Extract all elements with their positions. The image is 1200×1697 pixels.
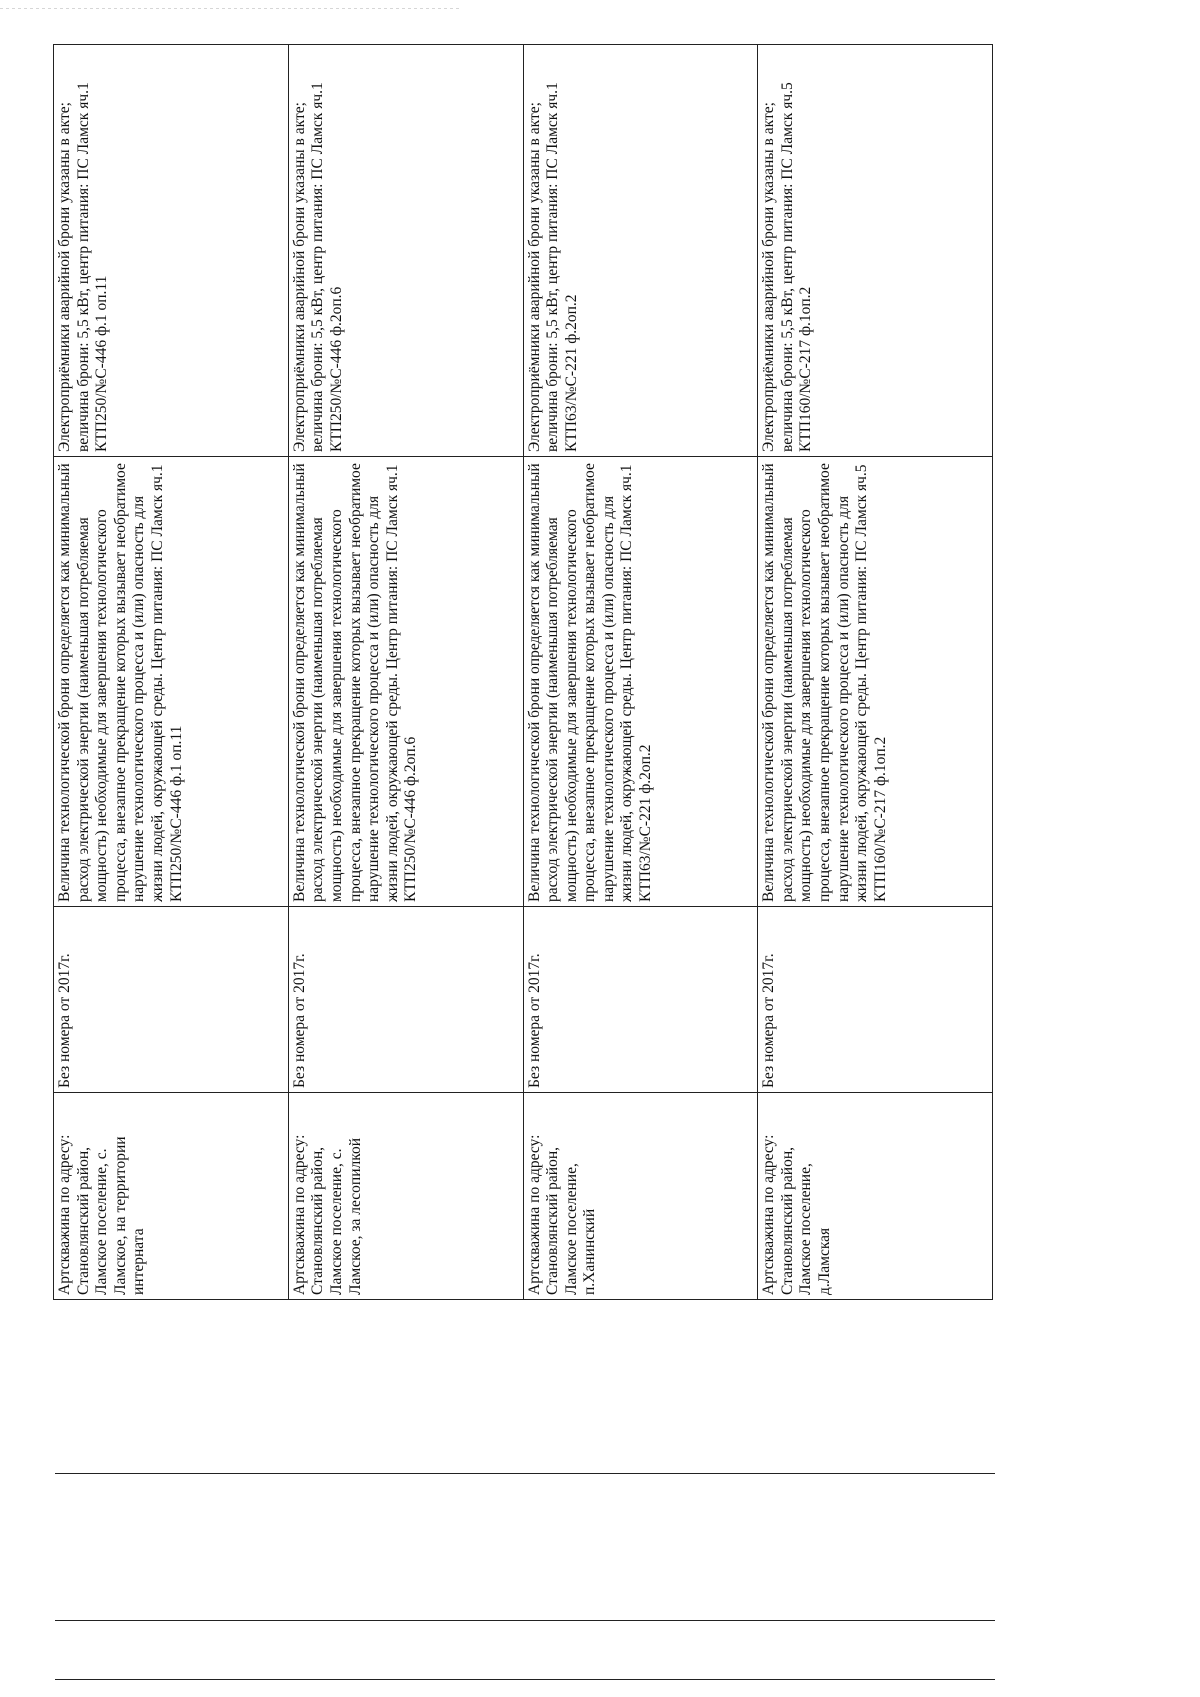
scan-artifact-line (0, 8, 460, 9)
table-row (288, 45, 523, 1300)
cell-address: Артскважина по адресу: Становлянский район, Ламское поселение, с. Ламское, за лесопилкой (288, 1093, 523, 1300)
cell-act: Без номера от 2017г. (758, 907, 993, 1093)
horizontal-rule (55, 1679, 995, 1680)
cell-emergency-reserve: Электроприёмники аварийной брони указаны в акте; величина брони: 5,5 кВт, центр питания: ПС Ламск яч.1 КТП250/№С-446 ф.2оп.6 (288, 45, 523, 457)
cell-act: Без номера от 2017г. (288, 907, 523, 1093)
horizontal-rule (55, 1620, 995, 1621)
cell-emergency-reserve: Электроприёмники аварийной брони указаны в акте; величина брони: 5,5 кВт, центр питания: ПС Ламск яч.1 КТП63/№С-221 ф.2оп.2 (523, 45, 758, 457)
reservation-table (53, 44, 993, 1300)
cell-tech-reserve: Величина технологической брони определяется как минимальный расход электрической энергии (наименьшая потребляемая мощность) необходимые для завершения технологического процесса, внезапное прекращение которых вызывает необратимое нарушение технологического процесса и (или) опасность для жизни людей, окружающей среды. Центр питания: ПС Ламск яч.1 КТП63/№С-221 ф.2оп.2 (523, 457, 758, 907)
table-row (758, 45, 993, 1300)
cell-act: Без номера от 2017г. (54, 907, 289, 1093)
horizontal-rule (55, 1473, 995, 1474)
cell-tech-reserve: Величина технологической брони определяется как минимальный расход электрической энергии (наименьшая потребляемая мощность) необходимые для завершения технологического процесса, внезапное прекращение которых вызывает необратимое нарушение технологического процесса и (или) опасность для жизни людей, окружающей среды. Центр питания: ПС Ламск яч.5 КТП160/№С-217 ф.1оп.2 (758, 457, 993, 907)
cell-address: Артскважина по адресу: Становлянский район, Ламское поселение, д.Ламская (758, 1093, 993, 1300)
table-row (523, 45, 758, 1300)
cell-emergency-reserve: Электроприёмники аварийной брони указаны в акте; величина брони: 5,5 кВт, центр питания: ПС Ламск яч.5 КТП160/№С-217 ф.1оп.2 (758, 45, 993, 457)
rotated-table-container (53, 45, 993, 1300)
cell-tech-reserve: Величина технологической брони определяется как минимальный расход электрической энергии (наименьшая потребляемая мощность) необходимые для завершения технологического процесса, внезапное прекращение которых вызывает необратимое нарушение технологического процесса и (или) опасность для жизни людей, окружающей среды. Центр питания: ПС Ламск яч.1 КТП250/№С-446 ф.1 оп.11 (54, 457, 289, 907)
cell-act: Без номера от 2017г. (523, 907, 758, 1093)
cell-tech-reserve: Величина технологической брони определяется как минимальный расход электрической энергии (наименьшая потребляемая мощность) необходимые для завершения технологического процесса, внезапное прекращение которых вызывает необратимое нарушение технологического процесса и (или) опасность для жизни людей, окружающей среды. Центр питания: ПС Ламск яч.1 КТП250/№С-446 ф.2оп.6 (288, 457, 523, 907)
cell-emergency-reserve: Электроприёмники аварийной брони указаны в акте; величина брони: 5,5 кВт, центр питания: ПС Ламск яч.1 КТП250/№С-446 ф.1 оп.11 (54, 45, 289, 457)
table-row (54, 45, 289, 1300)
cell-address: Артскважина по адресу: Становлянский район, Ламское поселение, с. Ламское, на территории интерната (54, 1093, 289, 1300)
cell-address: Артскважина по адресу: Становлянский район, Ламское поселение, п.Ханинский (523, 1093, 758, 1300)
